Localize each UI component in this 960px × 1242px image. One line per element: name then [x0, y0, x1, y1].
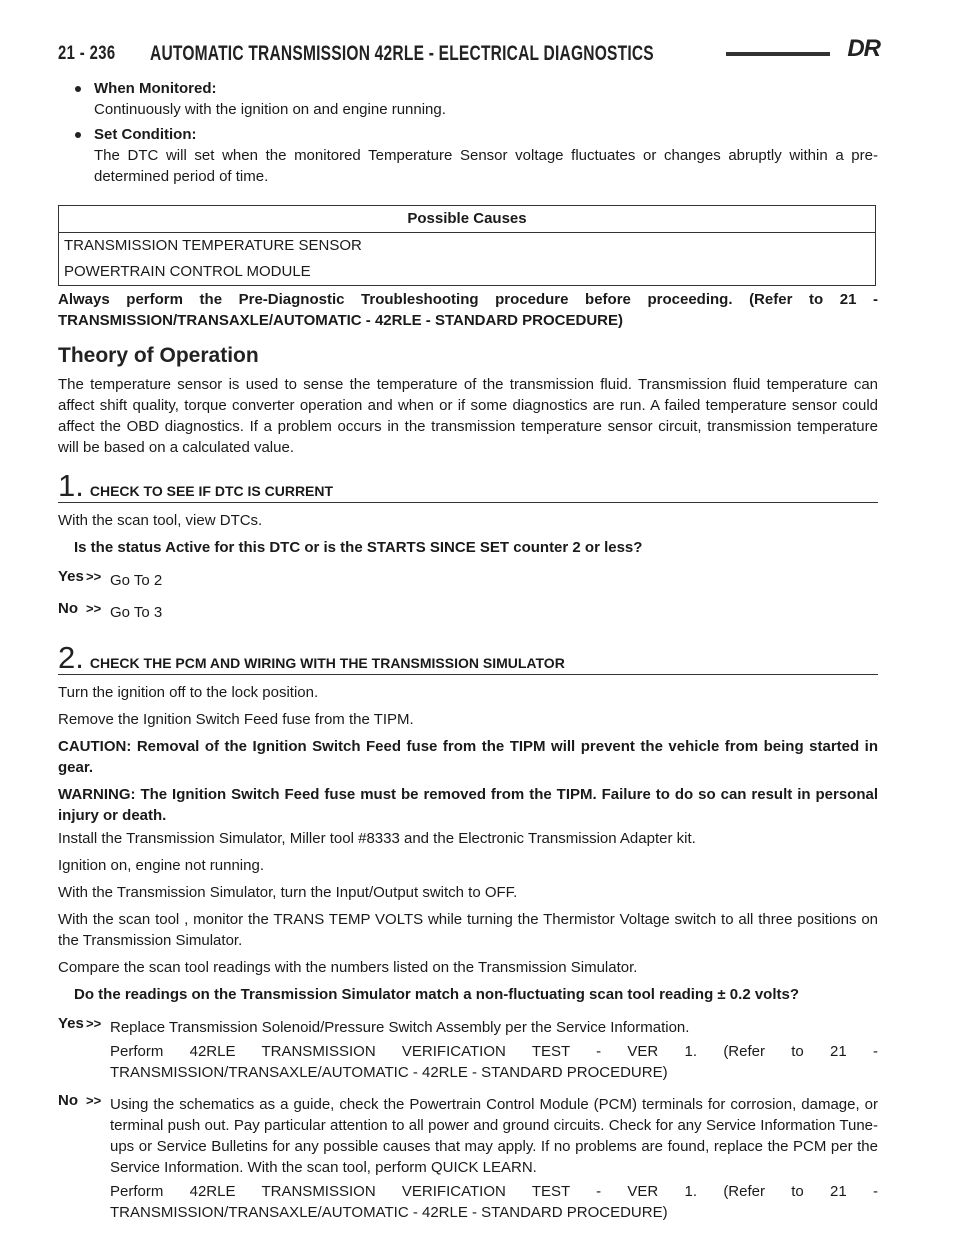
pre-diagnostic-note: Always perform the Pre-Diagnostic Troubleshooting procedure before proceeding. (Refer to 21 - TRANSMISSION/TRANSAXLE/AUTOMATIC - 42RLE - STANDARD PROCEDURE)	[58, 291, 878, 329]
bullet-icon	[75, 132, 81, 138]
answer-no	[58, 1090, 878, 1226]
bullet-icon	[75, 86, 81, 92]
step-title: CHECK TO SEE IF DTC IS CURRENT	[89, 483, 334, 499]
header-rule	[726, 52, 830, 56]
page-title: AUTOMATIC TRANSMISSION 42RLE - ELECTRICAL DIAGNOSTICS	[150, 41, 654, 65]
step-text: Ignition on, engine not running.	[58, 857, 264, 874]
possible-causes-table	[58, 205, 876, 286]
step-text: With the scan tool, view DTCs.	[58, 512, 263, 529]
answer-label: Yes	[58, 1015, 84, 1032]
theory-text: The temperature sensor is used to sense the temperature of the transmission fluid. Transmission fluid temperature can affect shift quality, torque converter operation and when or if some diagnostics are run. A failed temperature sensor could affect the OBD diagnostics. If a problem occurs in the transmission temperature sensor circuit, transmission temperature will be based on a calculated value.	[58, 376, 878, 456]
step-text: With the Transmission Simulator, turn the Input/Output switch to OFF.	[58, 884, 518, 901]
when-monitored-item	[58, 78, 878, 120]
dr-logo: DR	[847, 35, 880, 62]
warning-text: WARNING: The Ignition Switch Feed fuse must be removed from the TIPM. Failure to do so can result in personal injury or death.	[58, 786, 878, 824]
answer-yes	[58, 566, 878, 594]
causes-header: Possible Causes	[59, 206, 876, 233]
step-2-heading	[58, 640, 878, 675]
set-condition-label: Set Condition:	[94, 126, 197, 143]
step-question: Is the status Active for this DTC or is the STARTS SINCE SET counter 2 or less?	[74, 539, 643, 556]
answer-text: Go To 2	[110, 572, 163, 589]
document-body	[58, 78, 878, 1230]
answer-label: No	[58, 1092, 78, 1109]
answer-text: Go To 3	[110, 604, 163, 621]
step-text: Compare the scan tool readings with the numbers listed on the Transmission Simulator.	[58, 959, 638, 976]
when-monitored-text: Continuously with the ignition on and engine running.	[94, 101, 446, 118]
step-text: Turn the ignition off to the lock position.	[58, 684, 319, 701]
when-monitored-label: When Monitored:	[94, 80, 217, 97]
cause-row: POWERTRAIN CONTROL MODULE	[64, 263, 311, 280]
set-condition-item	[58, 124, 878, 187]
step-number: 1.	[58, 468, 84, 503]
set-condition-text: The DTC will set when the monitored Temperature Sensor voltage fluctuates or changes abruptly within a pre-determined period of time.	[94, 147, 878, 185]
step-title: CHECK THE PCM AND WIRING WITH THE TRANSMISSION SIMULATOR	[89, 655, 565, 671]
answer-text: Using the schematics as a guide, check the Powertrain Control Module (PCM) terminals for corrosion, damage, or terminal push out. Pay particular attention to all power and ground circuits. Check for any Service Information Tune-ups or Service Bulletins for any possible causes that may apply. If no problems are found, replace the PCM per the Service Information. With the scan tool, perform QUICK LEARN.	[110, 1096, 878, 1176]
answer-yes	[58, 1013, 878, 1086]
page-header	[58, 35, 880, 68]
step-text: Install the Transmission Simulator, Miller tool #8333 and the Electronic Transmission Adapter kit.	[58, 830, 696, 847]
answer-label: Yes	[58, 568, 84, 585]
arrow-icon: >>	[86, 1016, 102, 1031]
answer-text: Perform 42RLE TRANSMISSION VERIFICATION TEST - VER 1. (Refer to 21 - TRANSMISSION/TRANSAXLE/AUTOMATIC - 42RLE - STANDARD PROCEDURE)	[110, 1183, 878, 1221]
answer-text: Replace Transmission Solenoid/Pressure Switch Assembly per the Service Information.	[110, 1019, 690, 1036]
answer-no	[58, 598, 878, 626]
step-1-heading	[58, 468, 878, 503]
caution-text: CAUTION: Removal of the Ignition Switch Feed fuse from the TIPM will prevent the vehicle from being started in gear.	[58, 738, 878, 776]
answer-label: No	[58, 600, 78, 617]
step-question: Do the readings on the Transmission Simulator match a non-fluctuating scan tool reading ± 0.2 volts?	[74, 986, 800, 1003]
theory-heading: Theory of Operation	[58, 344, 259, 367]
step-text: Remove the Ignition Switch Feed fuse from the TIPM.	[58, 711, 414, 728]
step-text: With the scan tool , monitor the TRANS TEMP VOLTS while turning the Thermistor Voltage switch to all three positions on the Transmission Simulator.	[58, 911, 878, 949]
cause-row: TRANSMISSION TEMPERATURE SENSOR	[64, 237, 362, 254]
page-number: 21 - 236	[58, 42, 116, 64]
answer-text: Perform 42RLE TRANSMISSION VERIFICATION TEST - VER 1. (Refer to 21 - TRANSMISSION/TRANSAXLE/AUTOMATIC - 42RLE - STANDARD PROCEDURE)	[110, 1043, 878, 1081]
arrow-icon: >>	[86, 601, 102, 616]
arrow-icon: >>	[86, 1093, 102, 1108]
step-number: 2.	[58, 640, 84, 675]
arrow-icon: >>	[86, 569, 102, 584]
